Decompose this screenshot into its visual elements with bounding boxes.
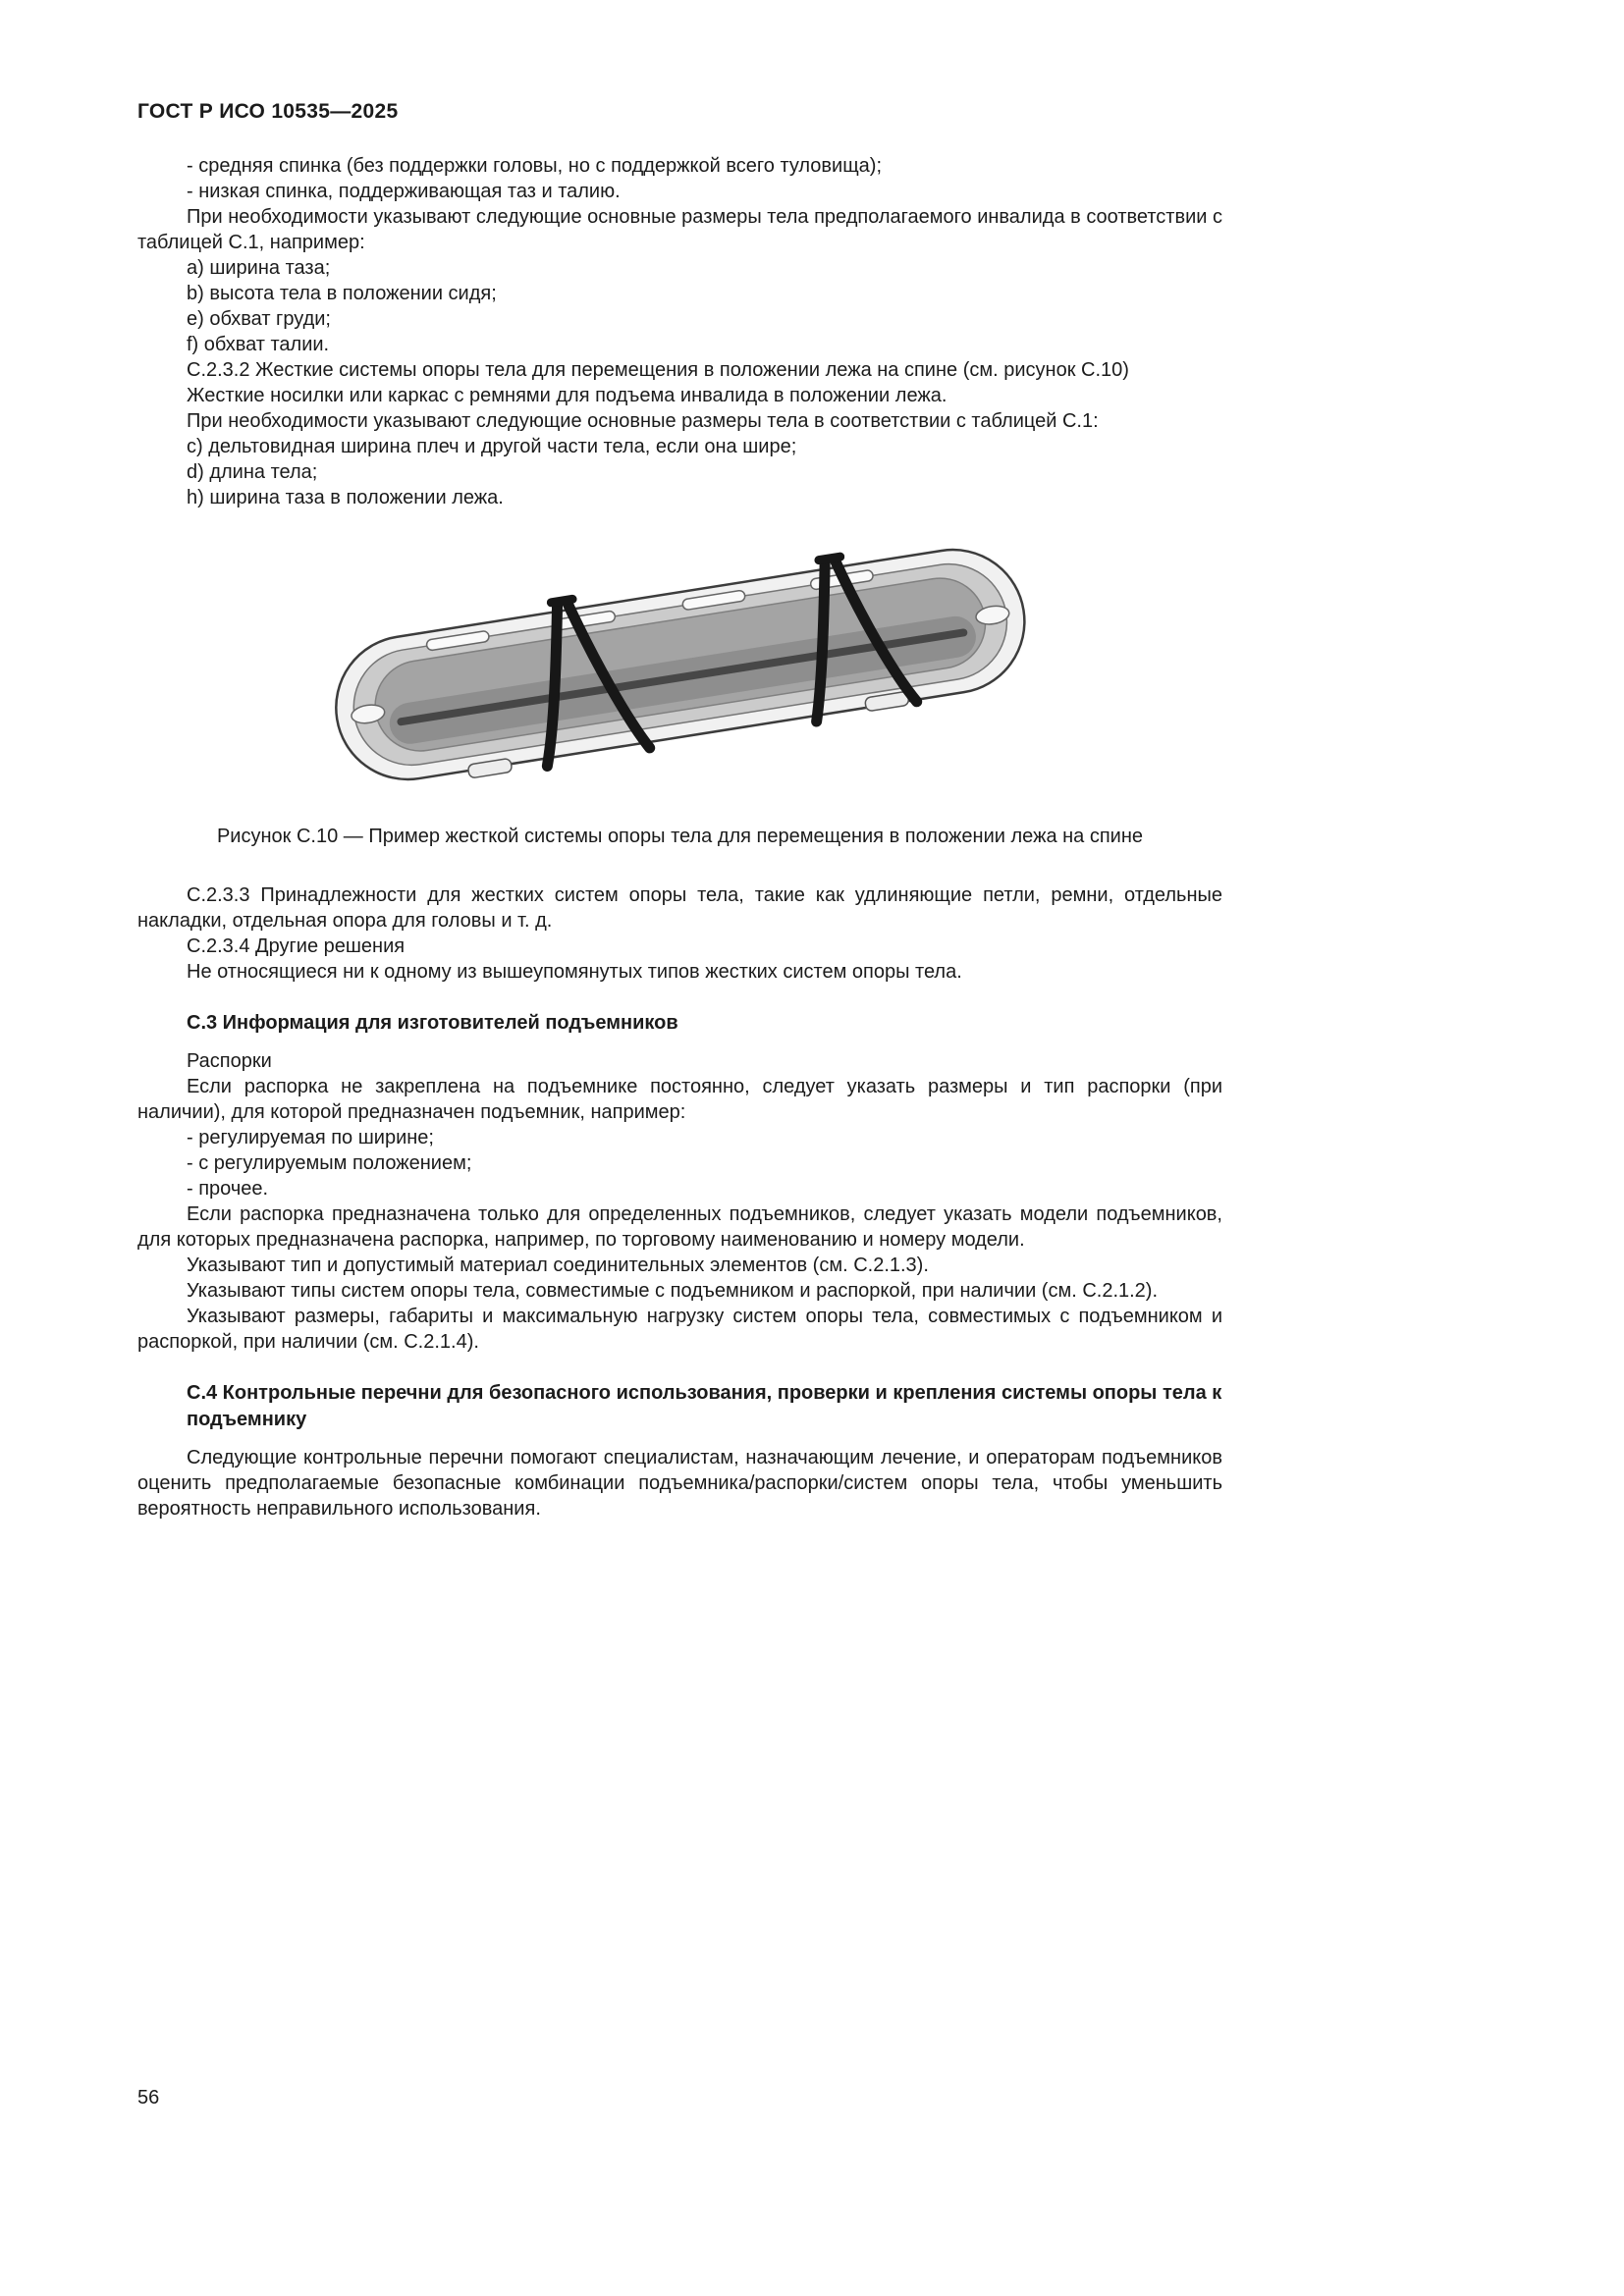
page-number: 56 (137, 2087, 160, 2109)
paragraph: f) обхват талии. (187, 334, 330, 355)
body-after-figure (137, 882, 1222, 1522)
paragraph: c) дельтовидная ширина плеч и другой части тела, если она шире; (187, 436, 797, 457)
paragraph: При необходимости указывают следующие основные размеры тела предполагаемого инвалида в соответствии с таблицей С.1, например: (137, 206, 1222, 253)
paragraph: e) обхват груди; (187, 308, 331, 330)
stretcher-figure (137, 542, 1222, 794)
paragraph: Жесткие носилки или каркас с ремнями для подъема инвалида в положении лежа. (187, 385, 947, 406)
paragraph: Распорки (187, 1050, 272, 1072)
figure-caption: Рисунок С.10 — Пример жесткой системы опоры тела для перемещения в положении лежа на спине (216, 826, 1144, 847)
paragraph: - регулируемая по ширине; (187, 1127, 434, 1148)
paragraph: Следующие контрольные перечни помогают специалистам, назначающим лечение, и операторам подъемников оценить предполагаемые безопасные комбинации подъемника/распорки/систем опоры тела, чтобы уменьшить вероятность неправильного использования. (137, 1447, 1222, 1520)
body-before-figure (137, 153, 1222, 510)
paragraph: Если распорка не закреплена на подъемнике постоянно, следует указать размеры и тип распорки (при наличии), для которой предназначен подъемник, например: (137, 1076, 1222, 1123)
paragraph: Указывают тип и допустимый материал соединительных элементов (см. С.2.1.3). (187, 1255, 929, 1276)
paragraph: Если распорка предназначена только для определенных подъемников, следует указать модели подъемников, для которых предназначена распорка, например, по торговому наименованию и номеру модели. (137, 1203, 1222, 1251)
paragraph: b) высота тела в положении сидя; (187, 283, 497, 304)
stretcher-hull (325, 542, 1034, 789)
paragraph: h) ширина таза в положении лежа. (187, 487, 504, 508)
paragraph: d) длина тела; (187, 461, 318, 483)
paragraph: С.2.3.2 Жесткие системы опоры тела для перемещения в положении лежа на спине (см. рисунок С.10) (187, 359, 1129, 381)
paragraph: Указывают размеры, габариты и максимальную нагрузку систем опоры тела, совместимых с подъемником и распоркой, при наличии (см. С.2.1.4). (137, 1306, 1222, 1353)
paragraph: Указывают типы систем опоры тела, совместимые с подъемником и распоркой, при наличии (см. С.2.1.2). (187, 1280, 1159, 1302)
stretcher-illustration (307, 542, 1054, 789)
section-heading: С.4 Контрольные перечни для безопасного использования, проверки и крепления системы опоры тела к подъемнику (187, 1382, 1222, 1430)
paragraph: С.2.3.3 Принадлежности для жестких систем опоры тела, такие как удлиняющие петли, ремни, отдельные накладки, отдельная опора для головы и т. д. (137, 884, 1222, 932)
paragraph: - средняя спинка (без поддержки головы, но с поддержкой всего туловища); (187, 155, 882, 177)
paragraph: С.2.3.4 Другие решения (187, 935, 406, 957)
paragraph: При необходимости указывают следующие основные размеры тела в соответствии с таблицей С.1: (187, 410, 1099, 432)
paragraph: - с регулируемым положением; (187, 1152, 472, 1174)
page-header: ГОСТ Р ИСО 10535—2025 (137, 100, 399, 123)
paragraph: - прочее. (187, 1178, 269, 1200)
paragraph: Не относящиеся ни к одному из вышеупомянутых типов жестких систем опоры тела. (187, 961, 962, 983)
paragraph: - низкая спинка, поддерживающая таз и талию. (187, 181, 621, 202)
paragraph: a) ширина таза; (187, 257, 331, 279)
document-content (137, 153, 1222, 1522)
section-heading: С.3 Информация для изготовителей подъемников (187, 1012, 678, 1034)
